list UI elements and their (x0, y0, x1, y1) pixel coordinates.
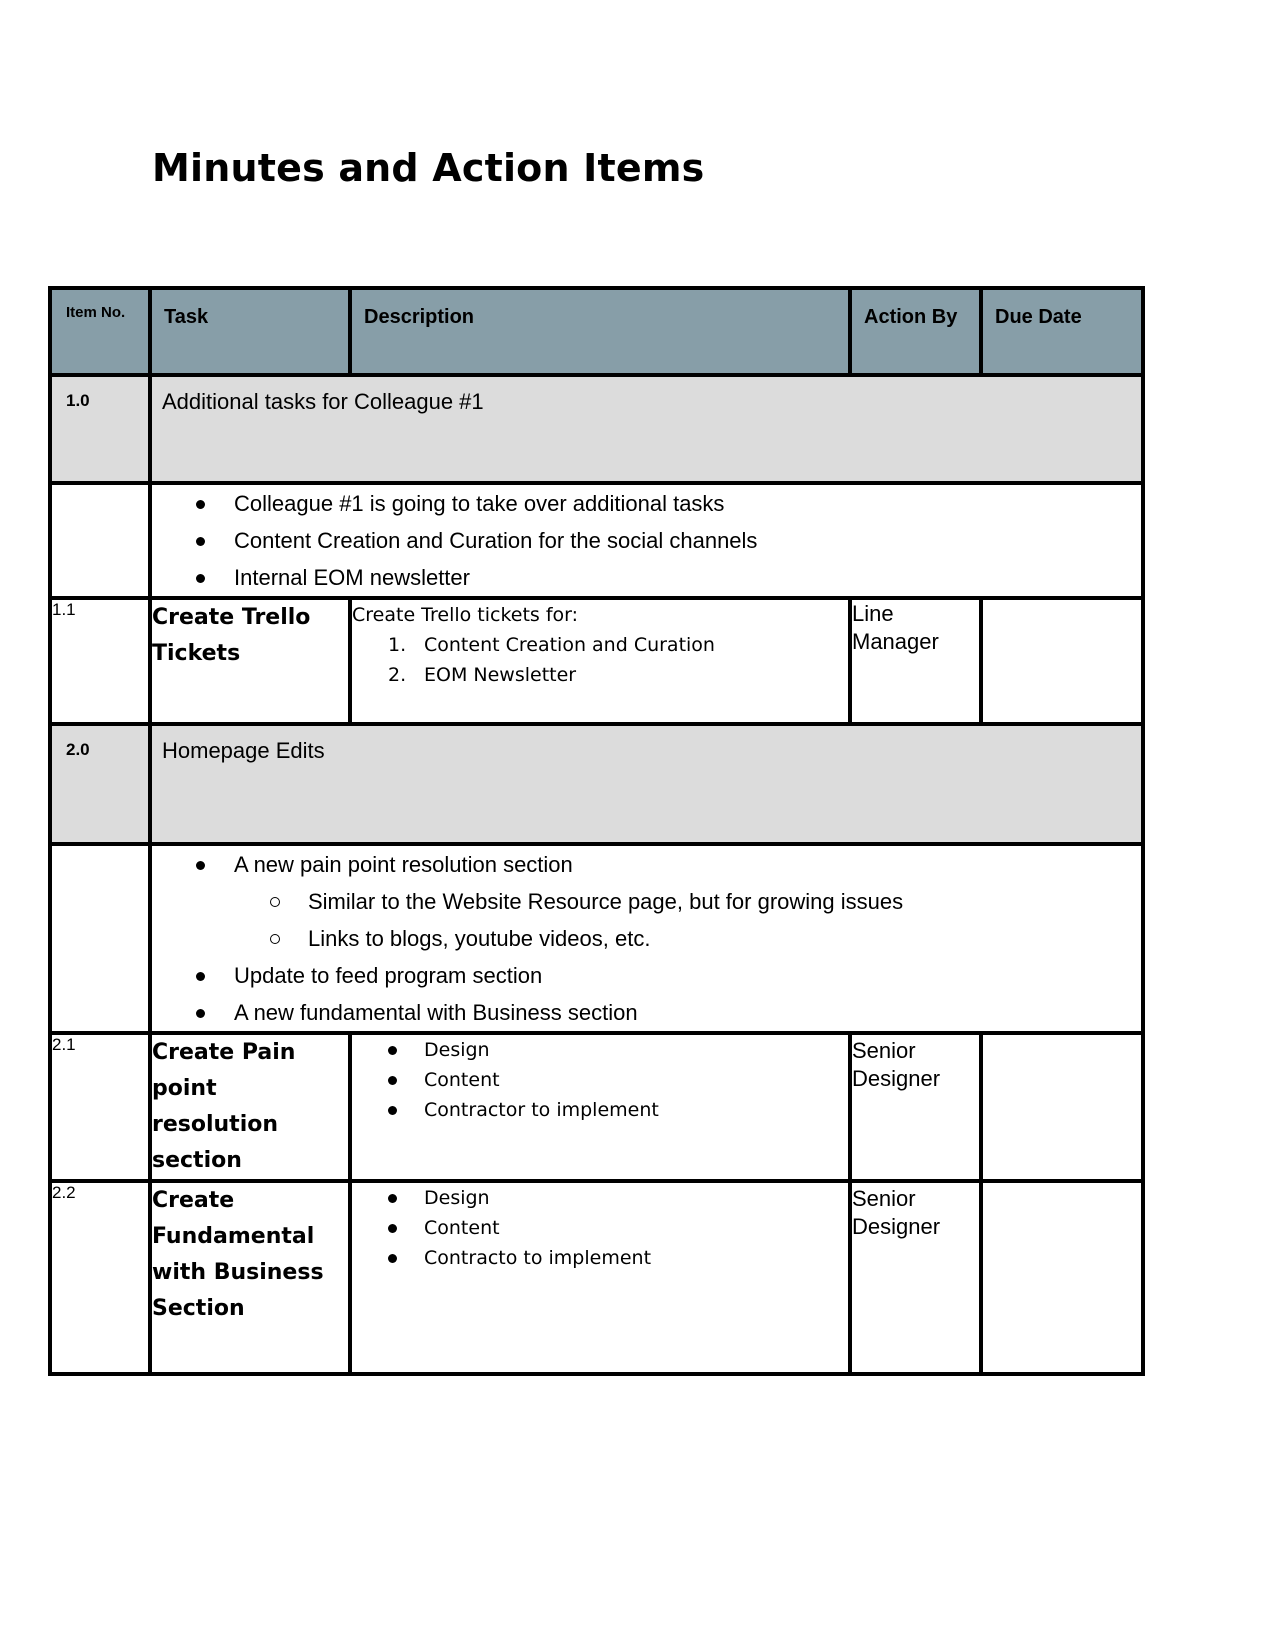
header-description: Description (350, 288, 850, 375)
due-date-cell (981, 1033, 1143, 1181)
description-intro: Create Trello tickets for: (352, 604, 579, 626)
list-item (152, 846, 1141, 883)
description-cell (350, 598, 850, 724)
bullet-icon (388, 1254, 397, 1263)
item-number: 1.1 (50, 598, 150, 724)
bullet-icon (196, 1009, 205, 1018)
task-cell: Create Trello Tickets (150, 598, 350, 724)
action-by-cell: Senior Designer (850, 1033, 981, 1181)
bullet-icon (388, 1106, 397, 1115)
item-number: 1.0 (50, 375, 150, 483)
list-item (352, 660, 848, 690)
section-row (50, 375, 1143, 483)
bullet-icon (388, 1224, 397, 1233)
list-item (352, 1095, 848, 1125)
table-row (50, 598, 1143, 724)
task-cell: Create Pain point resolution section (150, 1033, 350, 1181)
action-by-cell: Senior Designer (850, 1181, 981, 1374)
section-title: Additional tasks for Colleague #1 (150, 375, 1143, 483)
table-row (50, 1033, 1143, 1181)
item-number: 2.0 (50, 724, 150, 844)
section-notes-row (50, 483, 1143, 598)
list-item-text: Design (424, 1039, 490, 1061)
empty-cell (50, 844, 150, 1033)
header-action-by: Action By (850, 288, 981, 375)
list-item-text: Content Creation and Curation (424, 634, 715, 656)
task-cell: Create Fundamental with Business Section (150, 1181, 350, 1374)
list-item (352, 1243, 848, 1273)
list-item (152, 522, 1141, 559)
description-cell (350, 1181, 850, 1374)
bullet-icon (196, 500, 205, 509)
bullet-icon (196, 861, 205, 870)
description-cell (350, 1033, 850, 1181)
list-number: 2. (388, 664, 407, 686)
list-item (152, 559, 1141, 596)
bullet-icon (388, 1046, 397, 1055)
table-row (50, 1181, 1143, 1374)
list-item (352, 1065, 848, 1095)
section-notes-row (50, 844, 1143, 1033)
item-number: 2.2 (50, 1181, 150, 1374)
header-item-no: Item No. (50, 288, 150, 375)
hollow-bullet-icon (270, 934, 280, 944)
bullet-icon (196, 574, 205, 583)
list-item-text: Content Creation and Curation for the social channels (234, 528, 758, 553)
section-row (50, 724, 1143, 844)
sub-list-item (152, 883, 1141, 920)
item-number: 2.1 (50, 1033, 150, 1181)
minutes-table (48, 286, 1145, 1376)
section-notes (150, 483, 1143, 598)
list-item (352, 630, 848, 660)
list-item-text: Contractor to implement (424, 1099, 659, 1121)
list-item (152, 957, 1141, 994)
list-item-text: Update to feed program section (234, 963, 543, 988)
list-item (352, 1213, 848, 1243)
list-item (152, 994, 1141, 1031)
list-item (352, 1183, 848, 1213)
list-item (152, 485, 1141, 522)
bullet-icon (196, 537, 205, 546)
bullet-icon (388, 1076, 397, 1085)
section-title: Homepage Edits (150, 724, 1143, 844)
list-number: 1. (388, 634, 407, 656)
header-task: Task (150, 288, 350, 375)
bullet-icon (196, 972, 205, 981)
list-item-text: EOM Newsletter (424, 664, 577, 686)
sub-list-item (152, 920, 1141, 957)
list-item-text: Internal EOM newsletter (234, 565, 470, 590)
section-notes (150, 844, 1143, 1033)
list-item-text: Contracto to implement (424, 1247, 652, 1269)
action-by-cell: Line Manager (850, 598, 981, 724)
due-date-cell (981, 598, 1143, 724)
header-due-date: Due Date (981, 288, 1143, 375)
list-item-text: Content (424, 1069, 500, 1091)
list-item-text: Content (424, 1217, 500, 1239)
list-item-text: Design (424, 1187, 490, 1209)
due-date-cell (981, 1181, 1143, 1374)
list-item-text: A new fundamental with Business section (234, 1000, 638, 1025)
list-item (352, 1035, 848, 1065)
bullet-icon (388, 1194, 397, 1203)
hollow-bullet-icon (270, 897, 280, 907)
table-header-row (50, 288, 1143, 375)
list-item-text: A new pain point resolution section (234, 852, 573, 877)
page-title: Minutes and Action Items (152, 146, 705, 190)
list-item-text: Links to blogs, youtube videos, etc. (308, 926, 651, 951)
empty-cell (50, 483, 150, 598)
list-item-text: Colleague #1 is going to take over additional tasks (234, 491, 725, 516)
list-item-text: Similar to the Website Resource page, but for growing issues (308, 889, 904, 914)
